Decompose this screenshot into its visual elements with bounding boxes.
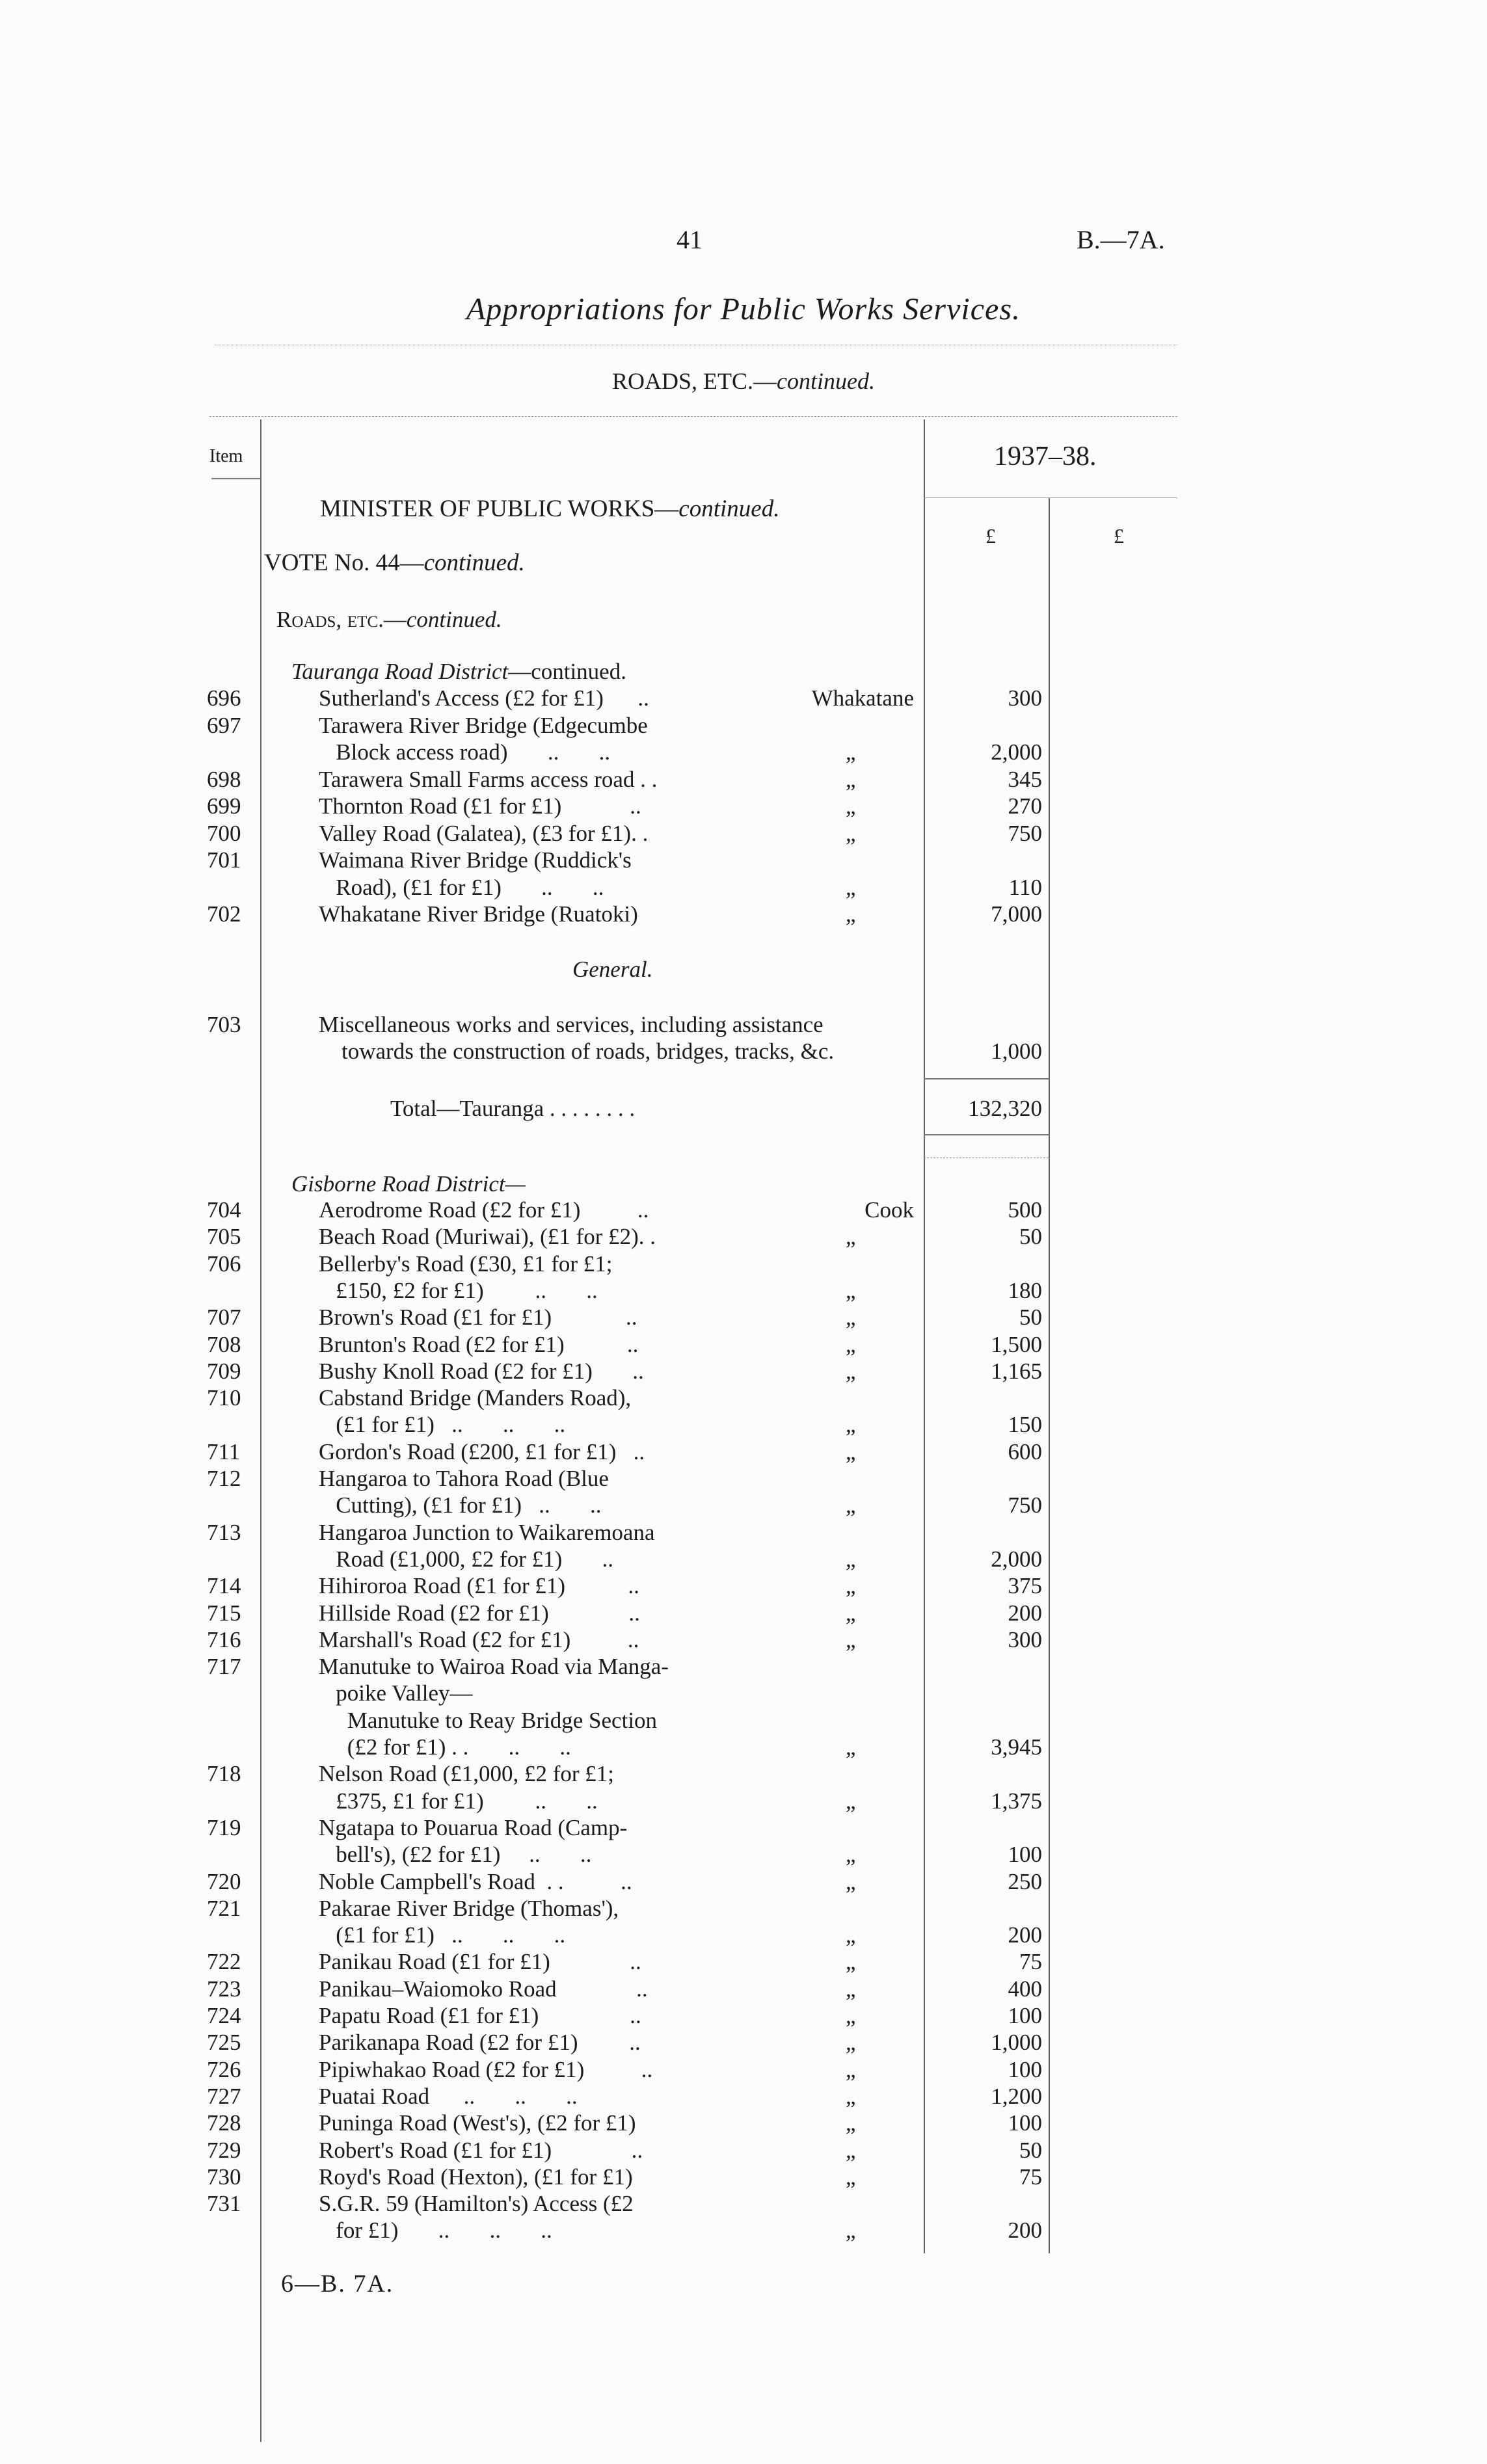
row-description: S.G.R. 59 (Hamilton's) Access (£2 xyxy=(319,2191,634,2217)
vote-heading xyxy=(264,550,525,576)
item-number: 701 xyxy=(207,847,241,873)
row-description: Pipiwhakao Road (£2 for £1) .. xyxy=(319,2056,653,2082)
row-amount: 1,000 xyxy=(991,2030,1042,2056)
row-description: Tarawera River Bridge (Edgecumbe xyxy=(319,712,648,738)
district-name: „ xyxy=(846,820,856,846)
row-amount: 1,500 xyxy=(991,1331,1042,1357)
row-amount: 1,375 xyxy=(991,1788,1042,1814)
item-number: 706 xyxy=(207,1251,241,1277)
row-description: Hihiroroa Road (£1 for £1) .. xyxy=(319,1573,639,1599)
row-amount: 375 xyxy=(1008,1573,1042,1599)
district-name: „ xyxy=(846,1305,856,1331)
row-description: for £1) .. .. .. xyxy=(319,2218,552,2244)
item-number: 702 xyxy=(207,901,241,927)
row-amount: 300 xyxy=(1008,1626,1042,1652)
row-description: Hillside Road (£2 for £1) .. xyxy=(319,1600,640,1626)
district-name: „ xyxy=(846,874,856,900)
row-amount: 110 xyxy=(1008,874,1042,900)
row-description: Cabstand Bridge (Manders Road), xyxy=(319,1385,632,1411)
tauranga-district-text: Tauranga Road District xyxy=(291,659,509,684)
minister-heading xyxy=(320,496,779,522)
row-amount: 1,200 xyxy=(991,2083,1042,2109)
district-name: „ xyxy=(846,2110,856,2136)
row-description: Parikanapa Road (£2 for £1) .. xyxy=(319,2030,641,2056)
row-amount: 100 xyxy=(1008,2110,1042,2136)
row-amount: 270 xyxy=(1008,793,1042,819)
vote-heading-text: VOTE No. 44— xyxy=(264,550,424,576)
district-name: „ xyxy=(846,1922,856,1948)
total-bottom-rule xyxy=(924,1134,1049,1135)
row-description: Puninga Road (West's), (£2 for £1) xyxy=(319,2110,636,2136)
district-name: „ xyxy=(846,766,856,792)
item-header-rule xyxy=(211,478,260,479)
row-amount: 50 xyxy=(1019,1224,1042,1250)
district-name: „ xyxy=(846,1788,856,1814)
item-number: 708 xyxy=(207,1331,241,1357)
row-amount: 600 xyxy=(1008,1438,1042,1464)
item-column-rule xyxy=(260,419,261,2442)
district-name: „ xyxy=(846,1331,856,1357)
row-description: Waimana River Bridge (Ruddick's xyxy=(319,847,632,873)
row-amount: 100 xyxy=(1008,2056,1042,2082)
row-description: Papatu Road (£1 for £1) .. xyxy=(319,2003,641,2028)
item-number: 698 xyxy=(207,766,241,792)
row-description: Noble Campbell's Road . . .. xyxy=(319,1868,632,1894)
district-name: „ xyxy=(846,1492,856,1518)
general-heading: General. xyxy=(572,957,653,982)
row-description: Road (£1,000, £2 for £1) .. xyxy=(319,1546,614,1572)
row-description: Beach Road (Muriwai), (£1 for £2). . xyxy=(319,1224,656,1250)
item-number: 726 xyxy=(207,2056,241,2082)
item-number: 710 xyxy=(207,1385,241,1411)
year-column-header: 1937–38. xyxy=(994,442,1097,471)
district-name: „ xyxy=(846,1949,856,1975)
row-description: Gordon's Road (£200, £1 for £1) .. xyxy=(319,1438,645,1464)
item-number: 727 xyxy=(207,2083,241,2109)
minister-heading-cont: continued. xyxy=(678,496,780,522)
row-amount: 500 xyxy=(1008,1197,1042,1223)
doc-code: B.—7A. xyxy=(1077,225,1165,254)
footer-signature: 6—B. 7A. xyxy=(281,2270,394,2298)
item-number: 725 xyxy=(207,2030,241,2056)
row-description: Manutuke to Wairoa Road via Manga- xyxy=(319,1654,669,1680)
section-heading xyxy=(0,367,1487,395)
row-amount: 75 xyxy=(1019,1949,1042,1975)
misc-line-1: Miscellaneous works and services, including assistance xyxy=(319,1012,824,1037)
row-description: £150, £2 for £1) .. .. xyxy=(319,1277,598,1303)
district-name: „ xyxy=(846,1626,856,1652)
district-name: „ xyxy=(846,1868,856,1894)
total-amount: 132,320 xyxy=(968,1096,1042,1121)
row-description: Ngatapa to Pouarua Road (Camp- xyxy=(319,1814,628,1840)
district-name: Whakatane xyxy=(811,685,914,711)
district-name: „ xyxy=(846,1734,856,1760)
item-number: 699 xyxy=(207,793,241,819)
row-amount: 180 xyxy=(1008,1277,1042,1303)
row-description: Whakatane River Bridge (Ruatoki) xyxy=(319,901,638,927)
row-description: Panikau–Waiomoko Road .. xyxy=(319,1976,648,2002)
table-top-rule xyxy=(209,416,1177,417)
row-description: Panikau Road (£1 for £1) .. xyxy=(319,1949,641,1975)
district-name: „ xyxy=(846,1573,856,1599)
row-description: Thornton Road (£1 for £1) .. xyxy=(319,793,641,819)
item-number: 704 xyxy=(207,1197,241,1223)
row-description: Royd's Road (Hexton), (£1 for £1) xyxy=(319,2164,633,2190)
district-name: „ xyxy=(846,1438,856,1464)
row-amount: 750 xyxy=(1008,1492,1042,1518)
row-amount: 200 xyxy=(1008,1600,1042,1626)
row-description: Hangaroa Junction to Waikaremoana xyxy=(319,1519,655,1545)
district-name: „ xyxy=(846,2056,856,2082)
pound-sign-2: £ xyxy=(1114,524,1124,548)
district-name: „ xyxy=(846,2164,856,2190)
district-name: „ xyxy=(846,2003,856,2028)
vote-heading-cont: continued. xyxy=(423,550,525,576)
item-number: 716 xyxy=(207,1626,241,1652)
district-name: „ xyxy=(846,1546,856,1572)
district-name: „ xyxy=(846,2083,856,2109)
row-description: Pakarae River Bridge (Thomas'), xyxy=(319,1895,619,1921)
year-header-rule xyxy=(924,497,1177,498)
row-amount: 50 xyxy=(1019,1305,1042,1331)
row-description: (£1 for £1) .. .. .. xyxy=(319,1922,566,1948)
section-heading-cont: continued. xyxy=(777,368,875,394)
item-number: 722 xyxy=(207,1949,241,1975)
item-number: 730 xyxy=(207,2164,241,2190)
district-name: „ xyxy=(846,739,856,765)
item-number: 731 xyxy=(207,2191,241,2217)
row-amount: 300 xyxy=(1008,685,1042,711)
row-description: Sutherland's Access (£2 for £1) .. xyxy=(319,685,649,711)
district-name: „ xyxy=(846,1842,856,1868)
row-description: Bushy Knoll Road (£2 for £1) .. xyxy=(319,1358,644,1384)
row-description: Aerodrome Road (£2 for £1) .. xyxy=(319,1197,649,1223)
district-name: „ xyxy=(846,2137,856,2163)
row-amount: 3,945 xyxy=(991,1734,1042,1760)
row-description: Cutting), (£1 for £1) .. .. xyxy=(319,1492,602,1518)
page-title: Appropriations for Public Works Services. xyxy=(466,292,1021,326)
roads-heading-cont: continued. xyxy=(406,607,502,632)
pound-sign-1: £ xyxy=(985,524,996,548)
gisborne-district-heading: Gisborne Road District— xyxy=(291,1171,526,1197)
row-amount: 100 xyxy=(1008,2003,1042,2028)
row-description: Manutuke to Reay Bridge Section xyxy=(319,1707,658,1733)
item-number: 696 xyxy=(207,685,241,711)
amount-column-rule-left xyxy=(924,419,925,2253)
item-number: 714 xyxy=(207,1573,241,1599)
misc-amount: 1,000 xyxy=(991,1039,1042,1064)
row-description: Brown's Road (£1 for £1) .. xyxy=(319,1305,637,1331)
total-label: Total—Tauranga . . . . . . . . xyxy=(390,1096,636,1121)
item-number: 717 xyxy=(207,1654,241,1680)
misc-line-2: towards the construction of roads, bridges, tracks, &c. xyxy=(342,1039,835,1064)
row-description: Valley Road (Galatea), (£3 for £1). . xyxy=(319,820,649,846)
row-description: Bellerby's Road (£30, £1 for £1; xyxy=(319,1251,613,1277)
row-description: (£1 for £1) .. .. .. xyxy=(319,1412,566,1438)
item-number: 711 xyxy=(207,1438,241,1464)
row-amount: 200 xyxy=(1008,2218,1042,2244)
item-number: 697 xyxy=(207,712,241,738)
row-description: Brunton's Road (£2 for £1) .. xyxy=(319,1331,639,1357)
district-name: „ xyxy=(846,1976,856,2002)
item-number: 718 xyxy=(207,1761,241,1787)
item-number: 709 xyxy=(207,1358,241,1384)
item-number: 700 xyxy=(207,820,241,846)
item-number: 713 xyxy=(207,1519,241,1545)
row-amount: 100 xyxy=(1008,1842,1042,1868)
district-name: Cook xyxy=(864,1197,914,1223)
item-number: 723 xyxy=(207,1976,241,2002)
district-name: „ xyxy=(846,793,856,819)
item-number: 724 xyxy=(207,2003,241,2028)
total-top-rule xyxy=(924,1078,1049,1080)
district-name: „ xyxy=(846,2030,856,2056)
item-column-header: Item xyxy=(209,446,243,466)
item-number: 705 xyxy=(207,1224,241,1250)
row-description: £375, £1 for £1) .. .. xyxy=(319,1788,598,1814)
row-amount: 750 xyxy=(1008,820,1042,846)
row-amount: 1,165 xyxy=(991,1358,1042,1384)
minister-heading-text: MINISTER OF PUBLIC WORKS— xyxy=(320,496,679,522)
row-description: (£2 for £1) . . .. .. xyxy=(319,1734,571,1760)
district-name: „ xyxy=(846,1600,856,1626)
row-amount: 200 xyxy=(1008,1922,1042,1948)
row-description: poike Valley— xyxy=(319,1680,473,1706)
row-description: Robert's Road (£1 for £1) .. xyxy=(319,2137,643,2163)
page-number: 41 xyxy=(677,225,703,254)
district-name: „ xyxy=(846,1358,856,1384)
amount-column-rule-right xyxy=(1049,497,1050,2253)
district-name: „ xyxy=(846,2218,856,2244)
row-amount: 2,000 xyxy=(991,1546,1042,1572)
item-number: 719 xyxy=(207,1814,241,1840)
row-amount: 75 xyxy=(1019,2164,1042,2190)
tauranga-district-heading xyxy=(291,658,626,685)
tauranga-district-cont: —continued. xyxy=(508,659,626,684)
item-number: 712 xyxy=(207,1466,241,1491)
row-description: Marshall's Road (£2 for £1) .. xyxy=(319,1626,639,1652)
row-amount: 150 xyxy=(1008,1412,1042,1438)
row-description: Hangaroa to Tahora Road (Blue xyxy=(319,1466,609,1491)
item-number: 707 xyxy=(207,1305,241,1331)
row-description: Tarawera Small Farms access road . . xyxy=(319,766,658,792)
row-description: Block access road) .. .. xyxy=(319,739,611,765)
item-number: 721 xyxy=(207,1895,241,1921)
row-description: Puatai Road .. .. .. xyxy=(319,2083,578,2109)
item-number: 715 xyxy=(207,1600,241,1626)
misc-item-number: 703 xyxy=(207,1012,241,1037)
district-name: „ xyxy=(846,1224,856,1250)
roads-heading xyxy=(276,606,502,633)
row-amount: 7,000 xyxy=(991,901,1042,927)
district-name: „ xyxy=(846,1412,856,1438)
item-number: 729 xyxy=(207,2137,241,2163)
row-amount: 400 xyxy=(1008,1976,1042,2002)
row-description: Nelson Road (£1,000, £2 for £1; xyxy=(319,1761,614,1787)
item-number: 720 xyxy=(207,1868,241,1894)
row-amount: 345 xyxy=(1008,766,1042,792)
row-amount: 2,000 xyxy=(991,739,1042,765)
row-amount: 250 xyxy=(1008,1868,1042,1894)
row-description: bell's), (£2 for £1) .. .. xyxy=(319,1842,592,1868)
row-description: Road), (£1 for £1) .. .. xyxy=(319,874,604,900)
row-amount: 50 xyxy=(1019,2137,1042,2163)
roads-heading-text: Roads, etc.— xyxy=(276,607,407,632)
district-name: „ xyxy=(846,901,856,927)
item-number: 728 xyxy=(207,2110,241,2136)
district-name: „ xyxy=(846,1277,856,1303)
section-heading-text: ROADS, ETC.— xyxy=(612,368,777,394)
